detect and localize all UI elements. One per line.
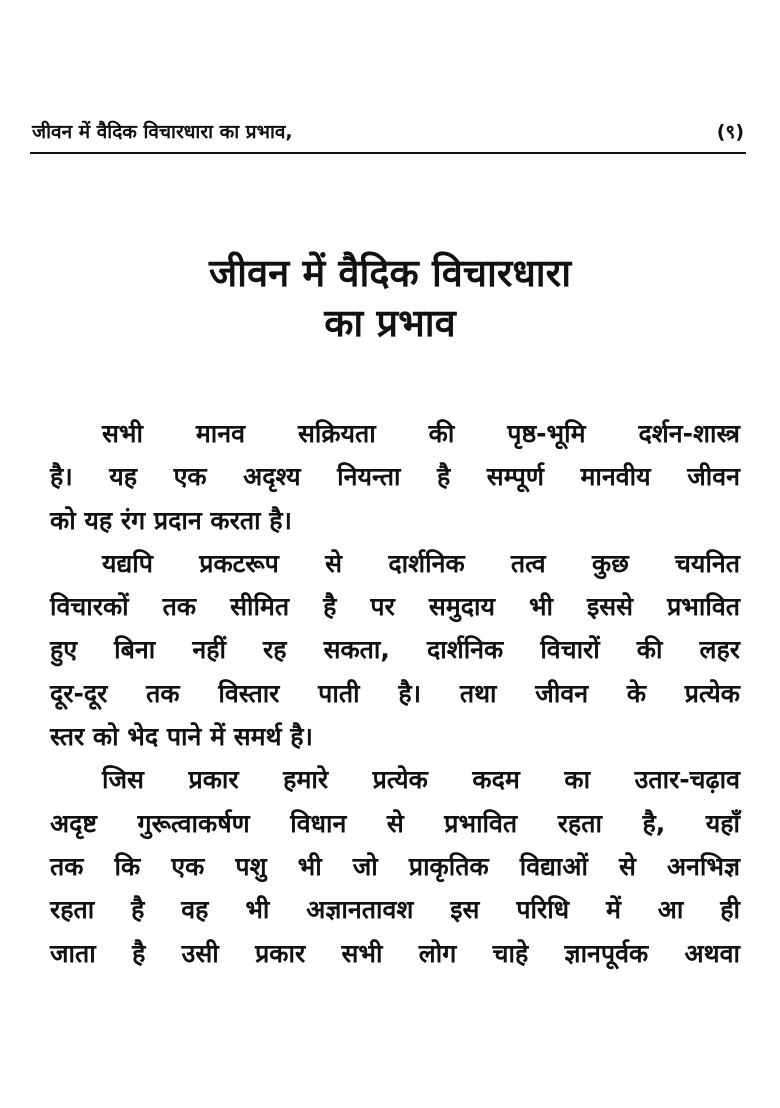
running-header (32, 118, 744, 148)
page-number: (९) (716, 121, 744, 143)
paragraph-1 (50, 412, 740, 542)
text-line: को यह रंग प्रदान करता है। (50, 505, 293, 535)
text-line: दूर-दूर तक विस्तार पाती है। तथा जीवन के प्रत्येक (50, 678, 740, 708)
text-line: जिस प्रकार हमारे प्रत्येक कदम का उतार-चढ़ाव (102, 765, 740, 795)
text-line: जाता है उसी प्रकार सभी लोग चाहे ज्ञानपूर्वक अथवा (50, 938, 740, 968)
text-line: यद्यपि प्रकटरूप से दार्शनिक तत्व कुछ चयनित (102, 548, 740, 578)
body-text (50, 412, 740, 975)
paragraph-3 (50, 758, 740, 974)
running-title: जीवन में वैदिक विचारधारा का प्रभाव, (32, 121, 293, 143)
text-line: अदृष्ट गुरूत्वाकर्षण विधान से प्रभावित रहता है, यहाँ (50, 808, 740, 838)
paragraph-2 (50, 542, 740, 758)
chapter-title-line-1: जीवन में वैदिक विचारधारा (208, 251, 572, 295)
text-line: हुए बिना नहीं रह सकता, दार्शनिक विचारों की लहर (50, 635, 740, 665)
header-rule (30, 152, 746, 154)
text-line: स्तर को भेद पाने में समर्थ है। (50, 722, 314, 752)
text-line: तक कि एक पशु भी जो प्राकृतिक विद्याओं से अनभिज्ञ (50, 851, 740, 881)
text-line: रहता है वह भी अज्ञानतावश इस परिधि में आ ही (50, 895, 740, 925)
text-line: है। यह एक अदृश्य नियन्ता है सम्पूर्ण मानवीय जीवन (50, 462, 740, 492)
chapter-title-line-2: का प्रभाव (324, 301, 456, 345)
chapter-title (0, 248, 780, 348)
text-line: सभी मानव सक्रियता की पृष्ठ-भूमि दर्शन-शास्त्र (102, 419, 740, 448)
text-line: विचारकों तक सीमित है पर समुदाय भी इससे प्रभावित (50, 592, 740, 622)
